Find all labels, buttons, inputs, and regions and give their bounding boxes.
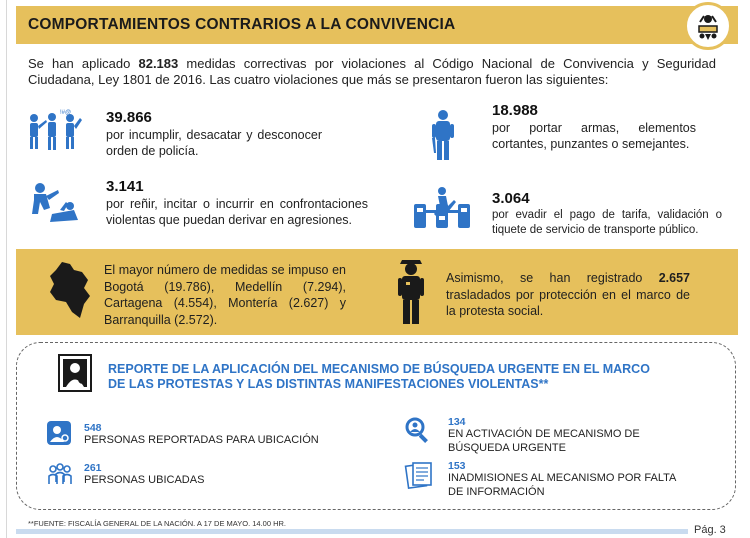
intro-paragraph: Se han aplicado 82.183 medidas correctivas por violaciones al Código Nacional de Convivencia y Seguridad Ciudadana, Ley 1801 de 2016. Las cuatro violaciones que más se presentaron fueron las siguientes:: [28, 56, 716, 87]
turnstile-icon: [412, 186, 474, 230]
svg-text:!#@: !#@: [60, 110, 72, 116]
report-item-inadmissions: [448, 460, 688, 499]
stat-description: por portar armas, elementos cortantes, punzantes o semejantes.: [492, 121, 696, 151]
stat-block-orders: [106, 109, 322, 159]
stat-block-fare-evasion: [492, 190, 722, 238]
stat-number: 18.988: [492, 102, 538, 119]
section-title: COMPORTAMIENTOS CONTRARIOS A LA CONVIVENCIA: [28, 16, 456, 33]
police-order-icon: [24, 108, 84, 154]
report-text: PERSONAS REPORTADAS PARA UBICACIÓN: [84, 434, 319, 446]
report-item-located: [84, 462, 344, 488]
page-number: Pág. 3: [694, 524, 726, 536]
report-number: 134: [448, 416, 466, 428]
report-item-activation: [448, 416, 678, 455]
report-text: PERSONAS UBICADAS: [84, 474, 205, 486]
report-text: INADMISIONES AL MECANISMO POR FALTA DE INFORMACIÓN: [448, 472, 676, 498]
people-icon: [46, 462, 74, 488]
person-search-icon: [58, 354, 92, 392]
stat-block-fights: [106, 178, 368, 228]
report-title: REPORTE DE LA APLICACIÓN DEL MECANISMO DE BÚSQUEDA URGENTE EN EL MARCO DE LAS PROTESTAS Y LAS DISTINTAS MANIFESTACIONES VIOLENTAS**: [108, 362, 650, 391]
colombia-map-icon: [44, 260, 94, 322]
source-footnote: **FUENTE: FISCALÍA GENERAL DE LA NACIÓN. A 17 DE MAYO. 14.00 HR.: [28, 519, 287, 528]
stat-number: 39.866: [106, 109, 152, 126]
stat-description: por evadir el pago de tarifa, validación o tiquete de servicio de transporte público.: [492, 209, 722, 236]
stat-description: por incumplir, desacatar y desconocer orden de policía.: [106, 128, 322, 158]
convivencia-logo-icon: [684, 2, 732, 50]
report-number: 261: [84, 462, 102, 474]
section-header: [16, 6, 738, 44]
stat-block-weapons: [492, 102, 696, 152]
armed-person-icon: [428, 108, 458, 162]
magnifier-icon: [404, 416, 432, 444]
report-item-reported: [84, 422, 344, 448]
stat-description: por reñir, incitar o incurrir en confrontaciones violentas que puedan derivar en agresiones.: [106, 197, 368, 227]
total-measures: 82.183: [138, 56, 179, 71]
report-text: EN ACTIVACIÓN DE MECANISMO DE BÚSQUEDA URGENTE: [448, 428, 640, 454]
police-officer-icon: [396, 254, 426, 326]
documents-icon: [404, 460, 434, 490]
stat-number: 3.141: [106, 178, 144, 195]
footer-divider: [16, 529, 688, 534]
fight-icon: [26, 180, 82, 226]
person-search-icon: [46, 420, 72, 446]
band-protest-text: Asimismo, se han registrado 2.657 trasladados por protección en el marco de la protesta social.: [446, 271, 690, 318]
transfers-count: 2.657: [658, 271, 690, 285]
band-cities-text: El mayor número de medidas se impuso en Bogotá (19.786), Medellín (7.294), Cartagena (4.554), Montería (2.627) y Barranquilla (2.572).: [104, 263, 346, 327]
stat-number: 3.064: [492, 190, 530, 207]
report-number: 153: [448, 460, 466, 472]
report-number: 548: [84, 422, 102, 434]
